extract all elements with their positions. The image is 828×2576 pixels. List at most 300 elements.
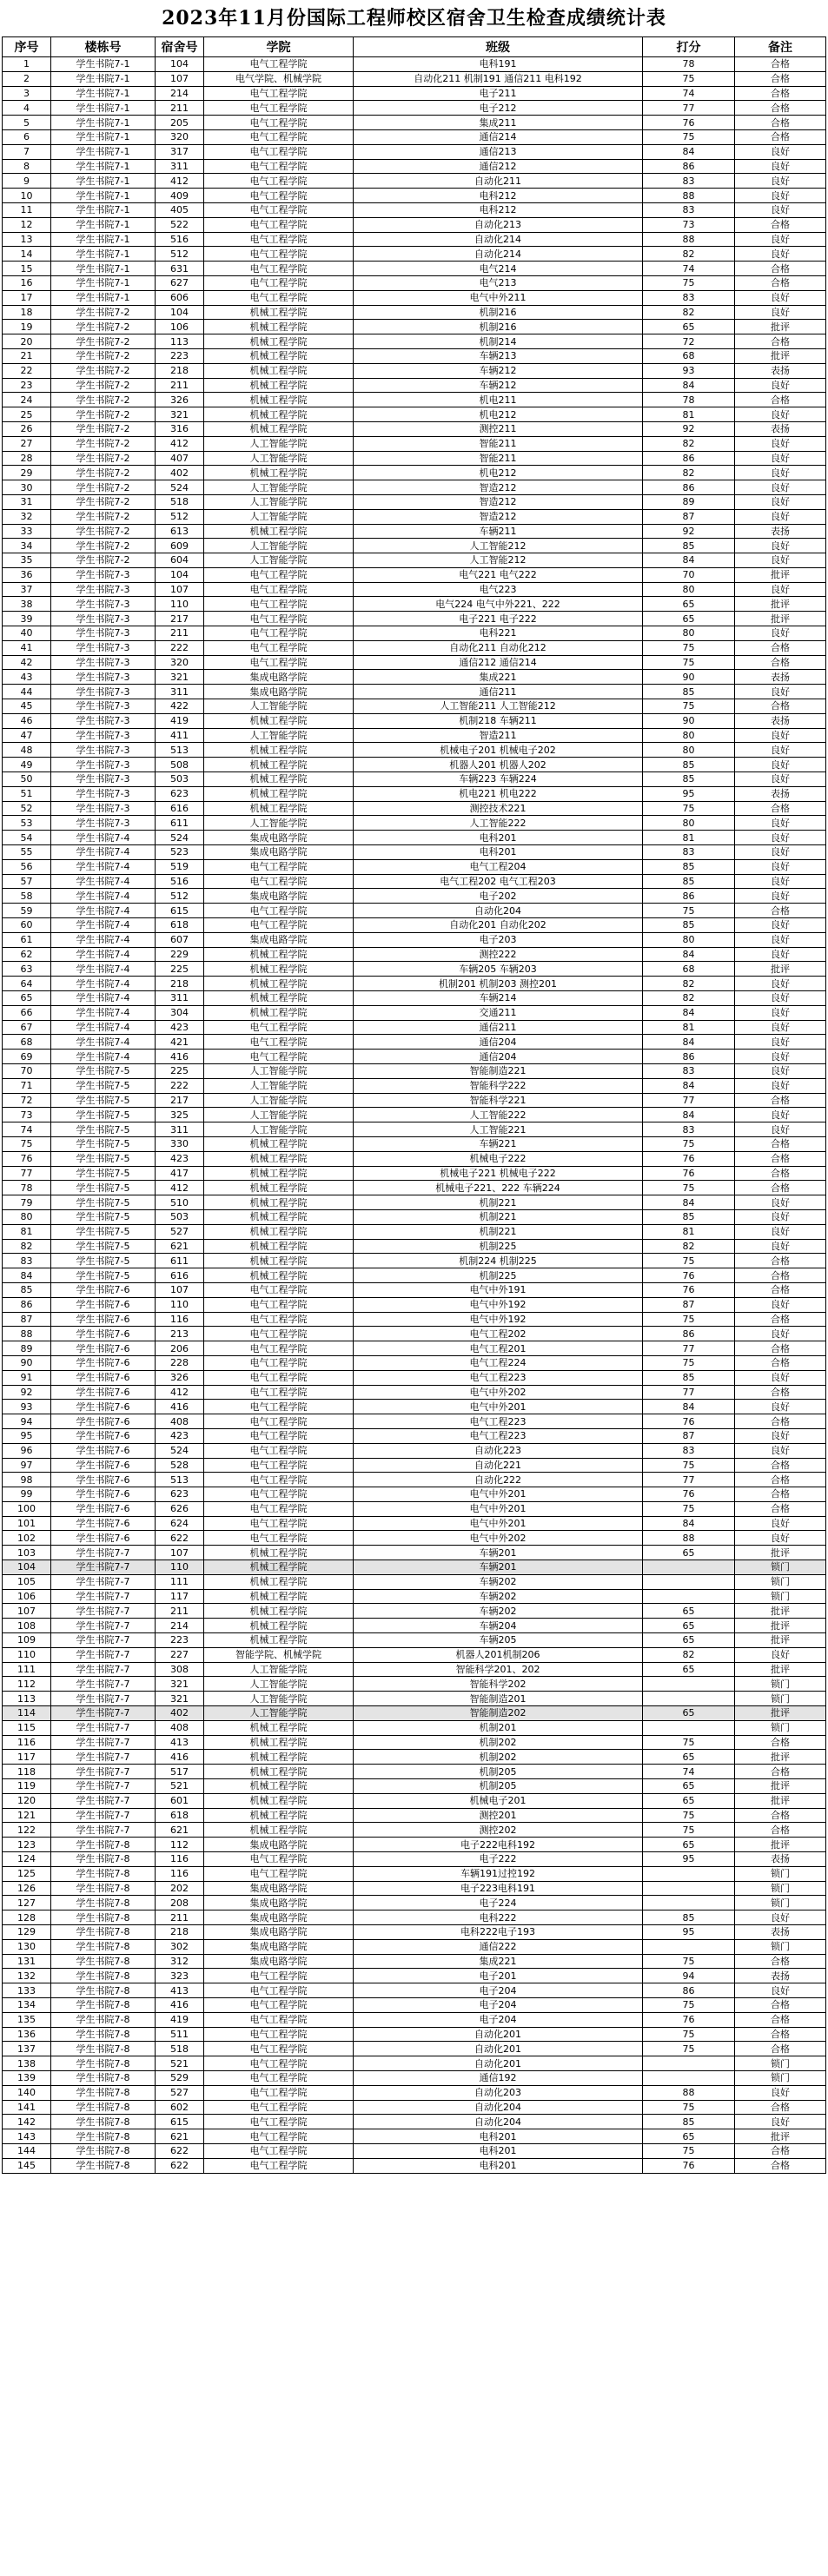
cell-index: 134	[3, 1997, 51, 2012]
cell-index: 66	[3, 1005, 51, 1020]
cell-remark: 良好	[735, 144, 826, 159]
cell-remark: 良好	[735, 539, 826, 553]
cell-room: 621	[156, 1823, 204, 1838]
cell-room: 611	[156, 816, 204, 831]
cell-room: 211	[156, 1604, 204, 1619]
cell-index: 41	[3, 640, 51, 655]
cell-college: 机械工程学院	[204, 1765, 354, 1779]
cell-remark: 合格	[735, 393, 826, 407]
cell-building: 学生书院7-3	[51, 626, 156, 641]
cell-score: 73	[643, 217, 735, 232]
cell-building: 学生书院7-2	[51, 348, 156, 363]
cell-college: 电气工程学院	[204, 57, 354, 72]
cell-college: 电气工程学院	[204, 1473, 354, 1487]
cell-room: 508	[156, 758, 204, 772]
header-room: 宿舍号	[156, 37, 204, 57]
cell-room: 626	[156, 1501, 204, 1516]
header-building: 楼栋号	[51, 37, 156, 57]
cell-index: 29	[3, 466, 51, 480]
cell-remark: 锁门	[735, 2070, 826, 2085]
cell-remark: 良好	[735, 174, 826, 189]
cell-remark: 批评	[735, 1546, 826, 1560]
table-row	[3, 159, 826, 174]
cell-index: 73	[3, 1108, 51, 1122]
table-row	[3, 1254, 826, 1268]
cell-college: 机械工程学院	[204, 1808, 354, 1823]
table-row	[3, 713, 826, 728]
cell-building: 学生书院7-6	[51, 1370, 156, 1385]
cell-building: 学生书院7-5	[51, 1122, 156, 1137]
table-row	[3, 1969, 826, 1983]
table-row	[3, 275, 826, 290]
cell-class: 机械电子221 机械电子222	[354, 1166, 643, 1181]
cell-room: 107	[156, 582, 204, 597]
cell-index: 57	[3, 874, 51, 889]
cell-room: 616	[156, 801, 204, 816]
cell-building: 学生书院7-3	[51, 772, 156, 787]
cell-college: 电气工程学院	[204, 1370, 354, 1385]
cell-score: 82	[643, 977, 735, 991]
cell-index: 48	[3, 743, 51, 758]
cell-class: 电气工程224	[354, 1355, 643, 1370]
cell-index: 97	[3, 1458, 51, 1473]
table-row	[3, 1035, 826, 1050]
cell-score: 76	[643, 1414, 735, 1429]
cell-index: 61	[3, 932, 51, 947]
cell-score: 75	[643, 1254, 735, 1268]
cell-building: 学生书院7-2	[51, 378, 156, 393]
cell-score: 65	[643, 1604, 735, 1619]
cell-index: 68	[3, 1035, 51, 1050]
cell-college: 人工智能学院	[204, 509, 354, 524]
cell-score: 76	[643, 1268, 735, 1283]
cell-college: 机械工程学院	[204, 1268, 354, 1283]
header-index: 序号	[3, 37, 51, 57]
cell-score: 76	[643, 2012, 735, 2027]
cell-remark: 良好	[735, 2085, 826, 2100]
cell-class: 电子204	[354, 1997, 643, 2012]
cell-room: 222	[156, 640, 204, 655]
cell-class: 机器人201机制206	[354, 1647, 643, 1662]
cell-room: 416	[156, 1400, 204, 1414]
table-row	[3, 962, 826, 977]
cell-room: 602	[156, 2100, 204, 2115]
cell-building: 学生书院7-5	[51, 1195, 156, 1210]
cell-score: 75	[643, 1136, 735, 1151]
cell-college: 电气工程学院	[204, 2143, 354, 2158]
cell-class: 电气工程223	[354, 1370, 643, 1385]
cell-class: 通信212	[354, 159, 643, 174]
cell-building: 学生书院7-1	[51, 129, 156, 144]
cell-college: 人工智能学院	[204, 1677, 354, 1692]
cell-building: 学生书院7-6	[51, 1428, 156, 1443]
cell-score	[643, 1881, 735, 1896]
cell-class: 机制201	[354, 1720, 643, 1735]
cell-remark: 合格	[735, 57, 826, 72]
table-row	[3, 1414, 826, 1429]
table-row	[3, 991, 826, 1006]
cell-remark: 合格	[735, 1487, 826, 1502]
cell-building: 学生书院7-1	[51, 57, 156, 72]
cell-index: 143	[3, 2129, 51, 2144]
cell-room: 223	[156, 1633, 204, 1648]
cell-class: 电气工程223	[354, 1414, 643, 1429]
cell-college: 电气工程学院	[204, 1458, 354, 1473]
cell-room: 606	[156, 290, 204, 305]
cell-class: 自动化211 机制191 通信211 电科192	[354, 71, 643, 86]
cell-college: 人工智能学院	[204, 1063, 354, 1078]
cell-index: 43	[3, 670, 51, 685]
header-remark: 备注	[735, 37, 826, 57]
cell-building: 学生书院7-3	[51, 743, 156, 758]
cell-room: 320	[156, 655, 204, 670]
cell-college: 机械工程学院	[204, 758, 354, 772]
cell-class: 电子224	[354, 1896, 643, 1910]
cell-remark: 合格	[735, 1414, 826, 1429]
cell-college: 电气工程学院	[204, 904, 354, 918]
cell-remark: 批评	[735, 612, 826, 626]
cell-building: 学生书院7-6	[51, 1355, 156, 1370]
cell-score: 85	[643, 1370, 735, 1385]
cell-building: 学生书院7-4	[51, 977, 156, 991]
cell-class: 电气中外201	[354, 1487, 643, 1502]
cell-remark: 批评	[735, 567, 826, 582]
cell-score: 90	[643, 713, 735, 728]
cell-score: 94	[643, 1969, 735, 1983]
cell-building: 学生书院7-3	[51, 816, 156, 831]
cell-remark: 表扬	[735, 1852, 826, 1867]
cell-building: 学生书院7-5	[51, 1093, 156, 1108]
cell-class: 自动化214	[354, 232, 643, 247]
cell-index: 67	[3, 1020, 51, 1035]
cell-remark: 良好	[735, 436, 826, 451]
table-row	[3, 582, 826, 597]
cell-room: 627	[156, 275, 204, 290]
cell-room: 302	[156, 1939, 204, 1954]
cell-index: 133	[3, 1983, 51, 1998]
cell-remark: 良好	[735, 189, 826, 203]
cell-index: 24	[3, 393, 51, 407]
cell-college: 电气工程学院	[204, 159, 354, 174]
cell-college: 电气工程学院	[204, 1969, 354, 1983]
cell-index: 123	[3, 1838, 51, 1852]
cell-building: 学生书院7-2	[51, 494, 156, 509]
cell-class: 机制216	[354, 320, 643, 334]
cell-class: 电气工程204	[354, 859, 643, 874]
table-row	[3, 247, 826, 262]
table-row	[3, 1312, 826, 1327]
cell-class: 电科212	[354, 189, 643, 203]
table-row	[3, 1122, 826, 1137]
cell-remark: 合格	[735, 116, 826, 130]
cell-college: 电气工程学院	[204, 1983, 354, 1998]
cell-score: 83	[643, 1063, 735, 1078]
cell-room: 312	[156, 1954, 204, 1969]
cell-room: 616	[156, 1268, 204, 1283]
table-row	[3, 129, 826, 144]
cell-room: 206	[156, 1341, 204, 1356]
cell-class: 机制214	[354, 334, 643, 349]
cell-class: 通信213	[354, 144, 643, 159]
cell-remark: 表扬	[735, 421, 826, 436]
cell-class: 电子212	[354, 101, 643, 116]
cell-remark: 批评	[735, 1750, 826, 1765]
cell-building: 学生书院7-6	[51, 1297, 156, 1312]
cell-remark: 合格	[735, 1341, 826, 1356]
cell-college: 电气工程学院	[204, 86, 354, 101]
cell-score: 74	[643, 262, 735, 276]
cell-room: 412	[156, 436, 204, 451]
cell-score: 84	[643, 1195, 735, 1210]
cell-index: 109	[3, 1633, 51, 1648]
cell-class: 电气中外201	[354, 1516, 643, 1531]
cell-remark: 合格	[735, 1093, 826, 1108]
cell-building: 学生书院7-2	[51, 421, 156, 436]
cell-college: 人工智能学院	[204, 816, 354, 831]
cell-score	[643, 1589, 735, 1604]
cell-room: 527	[156, 1224, 204, 1239]
cell-college: 机械工程学院	[204, 1604, 354, 1619]
cell-class: 测控211	[354, 421, 643, 436]
cell-class: 自动化223	[354, 1443, 643, 1458]
table-row	[3, 494, 826, 509]
table-row	[3, 1297, 826, 1312]
cell-class: 电气中外202	[354, 1385, 643, 1400]
header-row	[3, 37, 826, 57]
cell-remark: 良好	[735, 685, 826, 699]
cell-class: 智能211	[354, 436, 643, 451]
cell-building: 学生书院7-2	[51, 393, 156, 407]
cell-room: 214	[156, 1619, 204, 1633]
cell-building: 学生书院7-2	[51, 466, 156, 480]
cell-class: 机制225	[354, 1268, 643, 1283]
cell-college: 电气工程学院	[204, 1400, 354, 1414]
cell-index: 30	[3, 480, 51, 495]
cell-score: 75	[643, 71, 735, 86]
cell-score	[643, 2070, 735, 2085]
table-row	[3, 71, 826, 86]
cell-score: 83	[643, 290, 735, 305]
cell-building: 学生书院7-5	[51, 1254, 156, 1268]
cell-index: 62	[3, 947, 51, 962]
cell-remark: 良好	[735, 378, 826, 393]
cell-score: 86	[643, 451, 735, 466]
cell-score: 87	[643, 1428, 735, 1443]
cell-remark: 合格	[735, 1458, 826, 1473]
cell-index: 31	[3, 494, 51, 509]
cell-score	[643, 1560, 735, 1575]
cell-index: 106	[3, 1589, 51, 1604]
table-row	[3, 626, 826, 641]
cell-index: 63	[3, 962, 51, 977]
cell-class: 电气中外211	[354, 290, 643, 305]
cell-college: 电气工程学院	[204, 129, 354, 144]
cell-score	[643, 1692, 735, 1706]
cell-remark: 良好	[735, 626, 826, 641]
cell-index: 102	[3, 1531, 51, 1546]
cell-class: 机制221	[354, 1209, 643, 1224]
cell-score: 85	[643, 772, 735, 787]
cell-class: 智造212	[354, 509, 643, 524]
cell-score: 81	[643, 407, 735, 422]
cell-score: 77	[643, 101, 735, 116]
cell-remark: 良好	[735, 845, 826, 860]
cell-index: 145	[3, 2158, 51, 2173]
table-row	[3, 407, 826, 422]
cell-building: 学生书院7-4	[51, 947, 156, 962]
cell-room: 512	[156, 889, 204, 904]
cell-index: 22	[3, 363, 51, 378]
cell-room: 417	[156, 1166, 204, 1181]
cell-class: 机制224 机制225	[354, 1254, 643, 1268]
cell-room: 623	[156, 786, 204, 801]
cell-building: 学生书院7-8	[51, 1866, 156, 1881]
cell-index: 100	[3, 1501, 51, 1516]
cell-index: 47	[3, 728, 51, 743]
cell-index: 91	[3, 1370, 51, 1385]
cell-class: 电气工程202 电气工程203	[354, 874, 643, 889]
table-row	[3, 699, 826, 714]
cell-room: 521	[156, 2056, 204, 2071]
cell-score: 65	[643, 1546, 735, 1560]
table-row	[3, 480, 826, 495]
table-row	[3, 1151, 826, 1166]
table-row	[3, 436, 826, 451]
cell-score: 80	[643, 932, 735, 947]
cell-class: 自动化201	[354, 2056, 643, 2071]
cell-remark: 表扬	[735, 670, 826, 685]
cell-index: 127	[3, 1896, 51, 1910]
cell-score: 82	[643, 1239, 735, 1254]
table-row	[3, 1852, 826, 1867]
cell-building: 学生书院7-6	[51, 1282, 156, 1297]
cell-index: 103	[3, 1546, 51, 1560]
cell-remark: 良好	[735, 1005, 826, 1020]
table-row	[3, 1779, 826, 1794]
cell-score: 89	[643, 494, 735, 509]
table-row	[3, 904, 826, 918]
cell-score: 80	[643, 728, 735, 743]
cell-class: 测控202	[354, 1823, 643, 1838]
table-row	[3, 1224, 826, 1239]
cell-remark: 良好	[735, 553, 826, 568]
cell-college: 集成电路学院	[204, 831, 354, 845]
cell-building: 学生书院7-4	[51, 962, 156, 977]
cell-college: 人工智能学院	[204, 1692, 354, 1706]
cell-college: 机械工程学院	[204, 1239, 354, 1254]
cell-index: 15	[3, 262, 51, 276]
cell-college: 电气工程学院	[204, 1035, 354, 1050]
cell-building: 学生书院7-6	[51, 1516, 156, 1531]
cell-class: 电科201	[354, 845, 643, 860]
cell-college: 人工智能学院	[204, 1093, 354, 1108]
cell-college: 机械工程学院	[204, 1574, 354, 1589]
cell-score: 84	[643, 1108, 735, 1122]
cell-remark: 批评	[735, 1793, 826, 1808]
cell-index: 46	[3, 713, 51, 728]
cell-index: 140	[3, 2085, 51, 2100]
table-row	[3, 1209, 826, 1224]
cell-class: 机制202	[354, 1735, 643, 1750]
table-row	[3, 393, 826, 407]
cell-index: 37	[3, 582, 51, 597]
cell-index: 137	[3, 2042, 51, 2056]
cell-building: 学生书院7-4	[51, 1005, 156, 1020]
table-row	[3, 1400, 826, 1414]
cell-index: 111	[3, 1662, 51, 1677]
cell-score	[643, 1939, 735, 1954]
cell-class: 测控222	[354, 947, 643, 962]
cell-class: 人工智能222	[354, 816, 643, 831]
cell-remark: 合格	[735, 1254, 826, 1268]
cell-class: 机制216	[354, 305, 643, 320]
cell-building: 学生书院7-4	[51, 831, 156, 845]
cell-room: 104	[156, 305, 204, 320]
table-row	[3, 174, 826, 189]
cell-score: 75	[643, 1997, 735, 2012]
cell-college: 电气工程学院	[204, 1312, 354, 1327]
cell-college: 人工智能学院	[204, 494, 354, 509]
table-row	[3, 1750, 826, 1765]
cell-score: 83	[643, 202, 735, 217]
cell-class: 智能制造202	[354, 1706, 643, 1721]
cell-index: 18	[3, 305, 51, 320]
cell-score	[643, 2056, 735, 2071]
cell-class: 自动化211 自动化212	[354, 640, 643, 655]
cell-index: 26	[3, 421, 51, 436]
cell-class: 机械电子201 机械电子202	[354, 743, 643, 758]
cell-college: 电气工程学院	[204, 101, 354, 116]
cell-room: 601	[156, 1793, 204, 1808]
table-row	[3, 758, 826, 772]
cell-score: 84	[643, 1400, 735, 1414]
cell-room: 211	[156, 101, 204, 116]
cell-college: 机械工程学院	[204, 1546, 354, 1560]
cell-building: 学生书院7-3	[51, 699, 156, 714]
cell-room: 412	[156, 1385, 204, 1400]
cell-class: 车辆214	[354, 991, 643, 1006]
cell-room: 503	[156, 772, 204, 787]
cell-remark: 良好	[735, 1063, 826, 1078]
table-row	[3, 1706, 826, 1721]
cell-index: 99	[3, 1487, 51, 1502]
cell-room: 524	[156, 480, 204, 495]
cell-class: 机制221	[354, 1224, 643, 1239]
cell-index: 35	[3, 553, 51, 568]
cell-college: 人工智能学院	[204, 1122, 354, 1137]
cell-building: 学生书院7-4	[51, 991, 156, 1006]
cell-class: 通信192	[354, 2070, 643, 2085]
cell-class: 电子222	[354, 1852, 643, 1867]
cell-building: 学生书院7-4	[51, 904, 156, 918]
cell-class: 车辆223 车辆224	[354, 772, 643, 787]
cell-remark: 合格	[735, 217, 826, 232]
table-row	[3, 189, 826, 203]
cell-index: 6	[3, 129, 51, 144]
cell-remark: 批评	[735, 597, 826, 612]
cell-room: 522	[156, 217, 204, 232]
cell-room: 621	[156, 1239, 204, 1254]
cell-class: 自动化221	[354, 1458, 643, 1473]
cell-score: 95	[643, 786, 735, 801]
cell-score: 85	[643, 859, 735, 874]
table-row	[3, 1473, 826, 1487]
cell-index: 20	[3, 334, 51, 349]
table-row	[3, 685, 826, 699]
cell-class: 电子204	[354, 1983, 643, 1998]
cell-class: 电科221	[354, 626, 643, 641]
cell-building: 学生书院7-3	[51, 670, 156, 685]
